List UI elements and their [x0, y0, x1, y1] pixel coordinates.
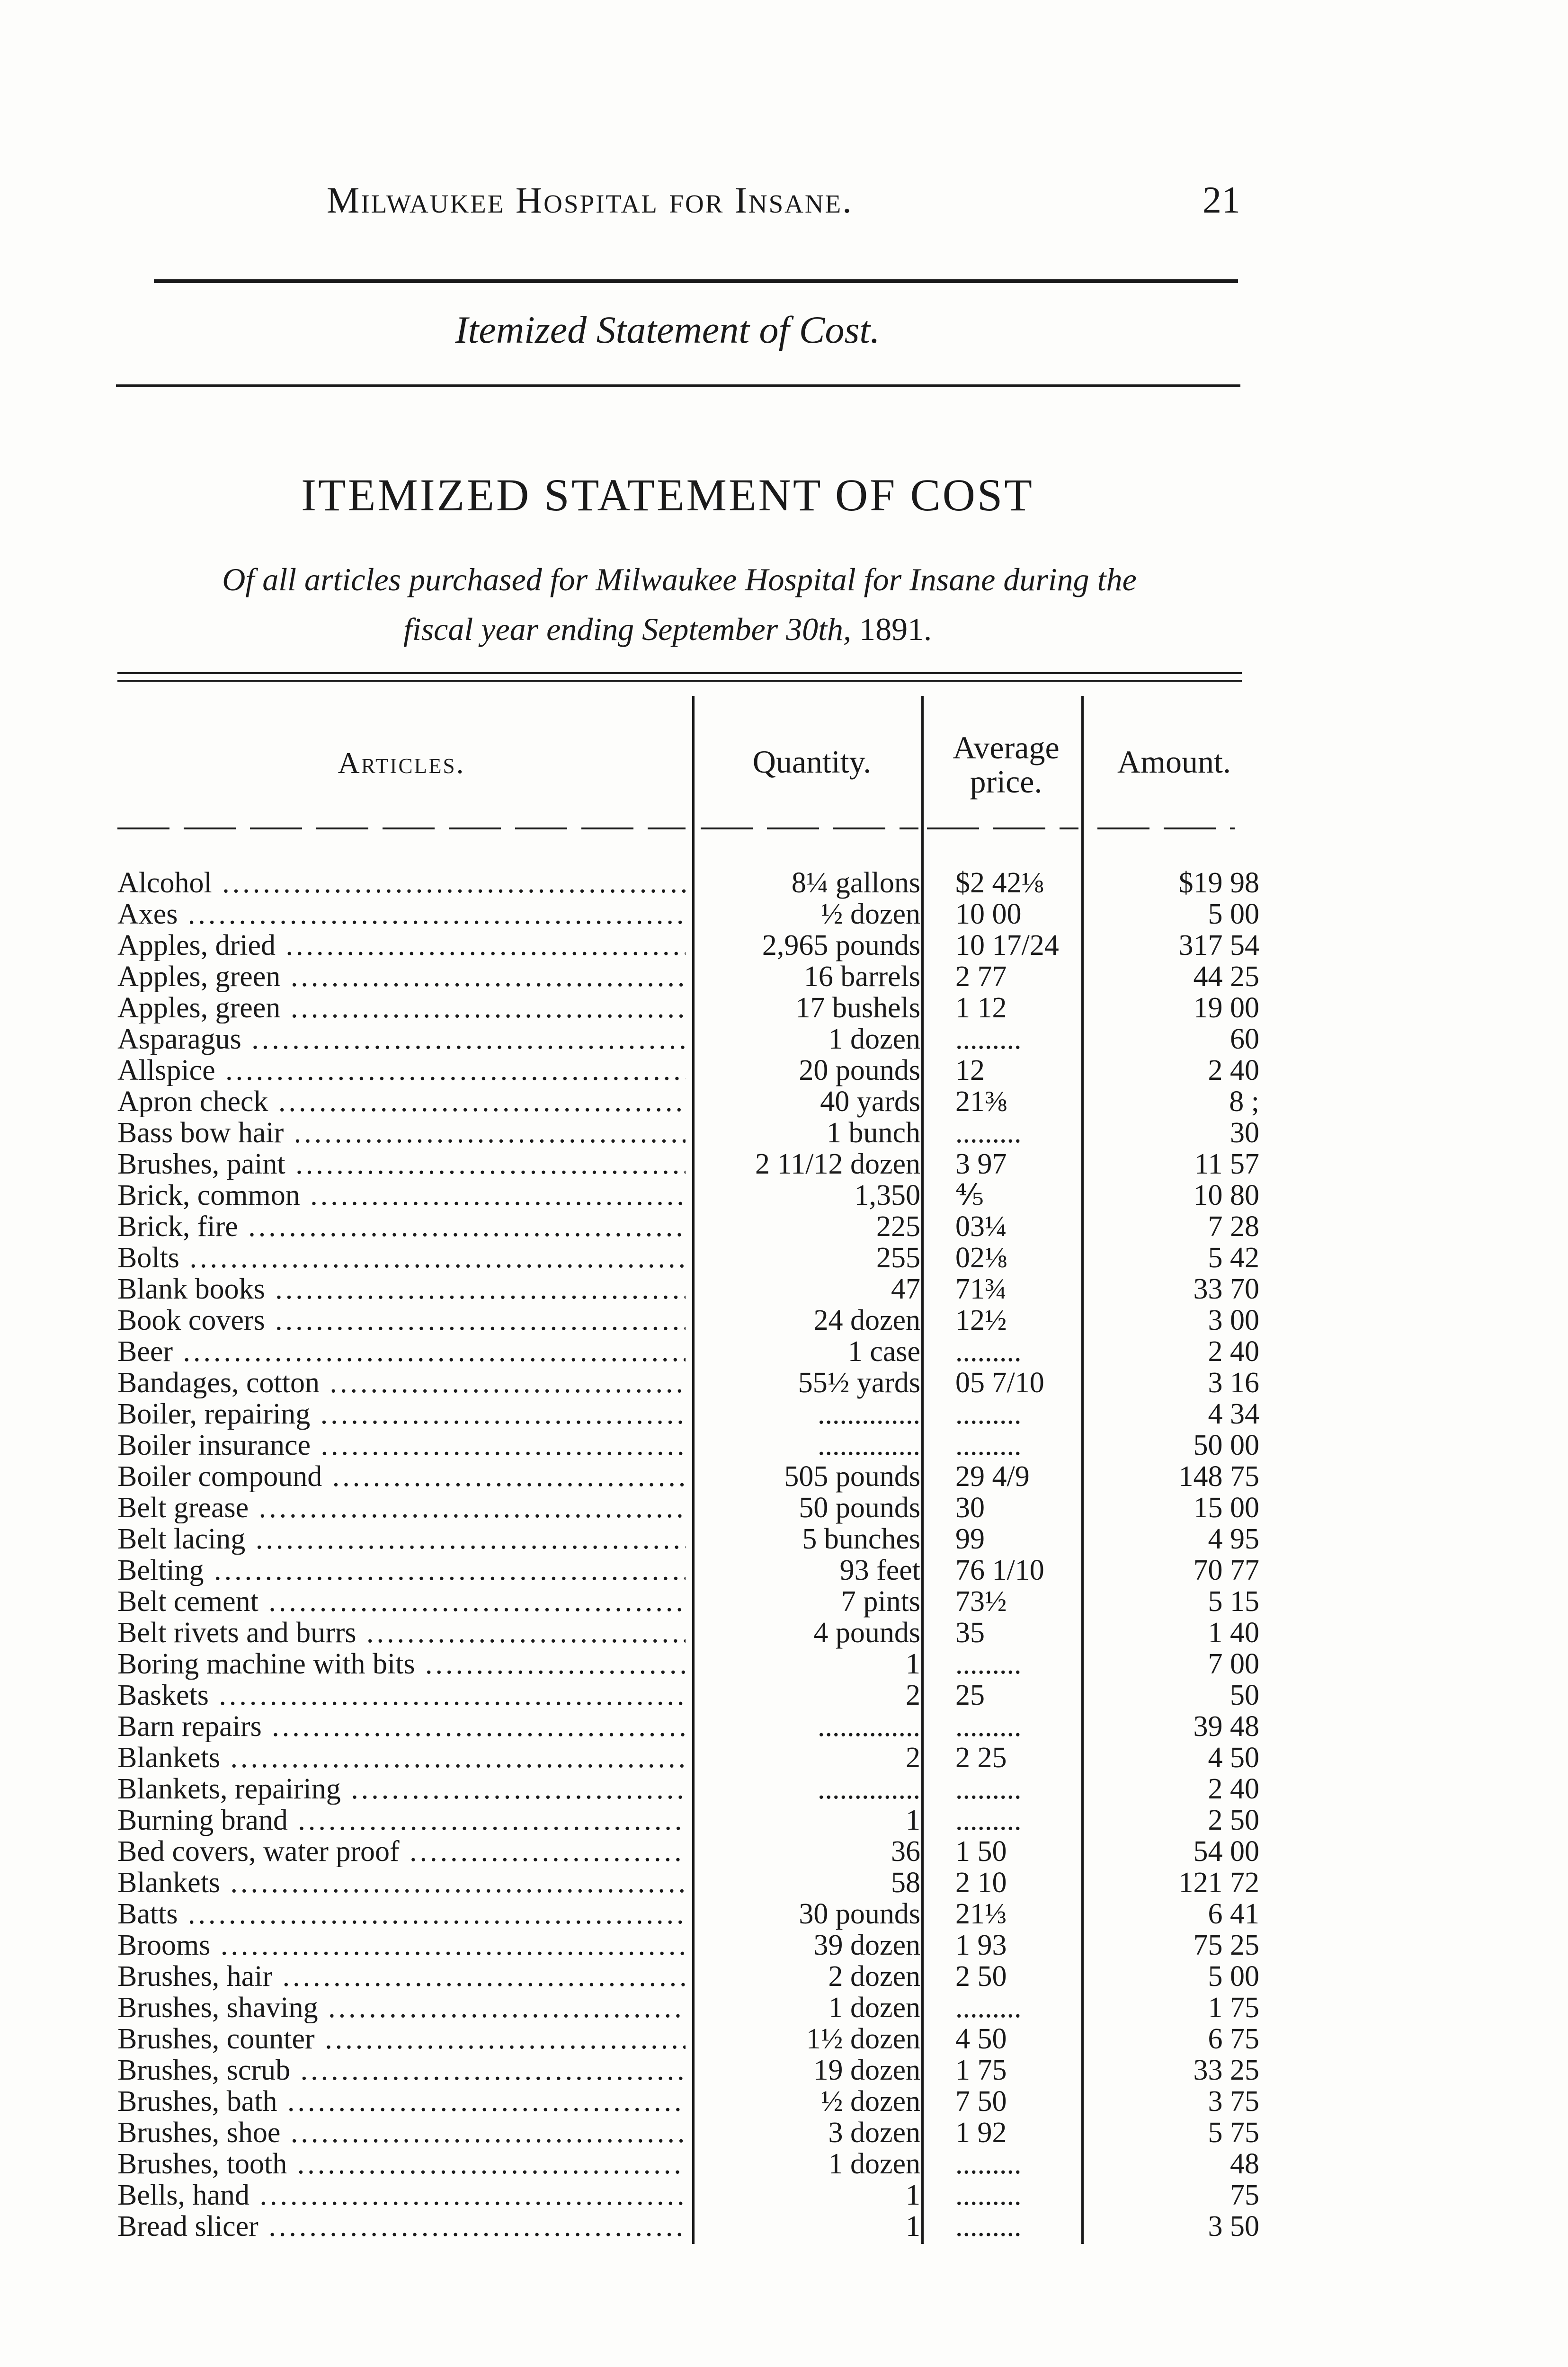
- quantity-cell: 19 dozen: [813, 2054, 920, 2086]
- average-price-cell: .........: [955, 1429, 1022, 1461]
- average-price-cell: .........: [955, 1023, 1022, 1055]
- amount-cell: 148 75: [1178, 1460, 1259, 1493]
- amount-cell: 75 25: [1193, 1929, 1259, 1961]
- title-rule-2: [117, 680, 1242, 682]
- amount-cell: 11 57: [1194, 1148, 1259, 1180]
- quantity-cell: 93 feet: [839, 1554, 920, 1586]
- quantity-cell: 1 dozen: [828, 1023, 920, 1055]
- quantity-cell: 505 pounds: [784, 1460, 920, 1493]
- amount-cell: 5 42: [1208, 1242, 1259, 1274]
- quantity-cell: 1: [906, 2179, 920, 2211]
- article-cell: Brushes, shoe .....: [117, 2117, 686, 2148]
- amount-cell: 3 00: [1208, 1304, 1259, 1336]
- amount-cell: 1 40: [1208, 1617, 1259, 1649]
- quantity-cell: 5 bunches: [802, 1523, 920, 1555]
- article-cell: Burning brand .....: [117, 1805, 686, 1836]
- amount-cell: 317 54: [1178, 929, 1259, 961]
- amount-cell: 60: [1230, 1023, 1259, 1055]
- average-price-cell: 1 92: [955, 2117, 1007, 2149]
- average-price-cell: 3 97: [955, 1148, 1007, 1180]
- table-row: [0, 1430, 1568, 1461]
- average-price-cell: 99: [955, 1523, 985, 1555]
- table-row: [0, 1836, 1568, 1867]
- quantity-cell: 2 11/12 dozen: [755, 1148, 920, 1180]
- average-price-cell: 29 4/9: [955, 1460, 1030, 1493]
- amount-cell: 50: [1230, 1679, 1259, 1711]
- table-row: [0, 1586, 1568, 1617]
- average-price-cell: 21⅓: [955, 1898, 1007, 1930]
- average-price-cell: 7 50: [955, 2085, 1007, 2118]
- average-price-cell: .........: [955, 1335, 1022, 1368]
- article-cell: Allspice .....: [117, 1055, 686, 1086]
- quantity-cell: 30 pounds: [799, 1898, 920, 1930]
- article-cell: Bolts .....: [117, 1242, 686, 1273]
- subtitle-year: 1891.: [859, 611, 932, 647]
- header-rule-bottom: [116, 384, 1240, 387]
- quantity-cell: 1½ dozen: [806, 2023, 920, 2055]
- article-cell: Bandages, cotton .....: [117, 1367, 686, 1398]
- quantity-cell: ½ dozen: [820, 2085, 920, 2118]
- table-row: [0, 1117, 1568, 1148]
- average-price-cell: .........: [955, 1117, 1022, 1149]
- article-cell: Apples, green .....: [117, 961, 686, 992]
- amount-cell: 30: [1230, 1117, 1259, 1149]
- average-price-cell: 30: [955, 1492, 985, 1524]
- quantity-cell: 1 dozen: [828, 2148, 920, 2180]
- average-price-cell: 12: [955, 1054, 985, 1086]
- article-cell: Brushes, hair .....: [117, 1961, 686, 1992]
- article-cell: Alcohol .....: [117, 867, 686, 899]
- column-header-quantity: Quantity.: [752, 744, 872, 780]
- table-row: [0, 1211, 1568, 1242]
- article-cell: Apron check .....: [117, 1086, 686, 1117]
- average-price-cell: 21⅜: [955, 1086, 1007, 1118]
- article-cell: Boring machine with bits .....: [117, 1648, 686, 1680]
- table-row: [0, 1742, 1568, 1773]
- amount-cell: 3 75: [1208, 2085, 1259, 2118]
- table-row: [0, 1148, 1568, 1180]
- table-row: [0, 1055, 1568, 1086]
- article-cell: Bed covers, water proof .....: [117, 1836, 686, 1867]
- article-cell: Brushes, counter .....: [117, 2023, 686, 2055]
- article-cell: Brushes, tooth .....: [117, 2148, 686, 2180]
- table-row: [0, 1555, 1568, 1586]
- average-price-cell: 73½: [955, 1585, 1007, 1618]
- table-row: [0, 1273, 1568, 1305]
- title-rule-1: [117, 672, 1242, 674]
- average-price-cell: $2 42⅛: [955, 867, 1043, 899]
- amount-cell: 50 00: [1193, 1429, 1259, 1461]
- quantity-cell: 1,350: [854, 1179, 920, 1211]
- table-row: [0, 2180, 1568, 2211]
- amount-cell: 6 41: [1208, 1898, 1259, 1930]
- quantity-cell: 1: [906, 1648, 920, 1680]
- article-cell: Bread slicer .....: [117, 2211, 686, 2242]
- table-row: [0, 1305, 1568, 1336]
- amount-cell: 1 75: [1208, 1992, 1259, 2024]
- average-price-cell: 1 50: [955, 1835, 1007, 1868]
- average-price-cell: .........: [955, 1804, 1022, 1836]
- average-price-cell: 10 17/24: [955, 929, 1059, 961]
- quantity-cell: 1 dozen: [828, 1992, 920, 2024]
- article-cell: Blankets .....: [117, 1742, 686, 1773]
- article-cell: Belt cement .....: [117, 1586, 686, 1617]
- amount-cell: 54 00: [1193, 1835, 1259, 1868]
- table-row: [0, 1898, 1568, 1930]
- average-price-cell: 2 25: [955, 1742, 1007, 1774]
- article-cell: Boiler insurance .....: [117, 1430, 686, 1461]
- table-row: [0, 1086, 1568, 1117]
- average-price-cell: 1 75: [955, 2054, 1007, 2086]
- amount-cell: 8 ;: [1229, 1086, 1259, 1118]
- quantity-cell: 40 yards: [820, 1086, 920, 1118]
- quantity-cell: 39 dozen: [813, 1929, 920, 1961]
- average-price-cell: 25: [955, 1679, 985, 1711]
- table-row: [0, 1398, 1568, 1430]
- average-price-cell: .........: [955, 2210, 1022, 2242]
- amount-cell: 44 25: [1193, 961, 1259, 993]
- article-cell: Barn repairs .....: [117, 1711, 686, 1742]
- article-cell: Brushes, scrub .....: [117, 2055, 686, 2086]
- amount-cell: 5 00: [1208, 1960, 1259, 1993]
- table-row: [0, 1023, 1568, 1055]
- quantity-cell: 3 dozen: [828, 2117, 920, 2149]
- quantity-cell: ..............: [818, 1773, 920, 1805]
- table-row: [0, 2117, 1568, 2148]
- quantity-cell: 24 dozen: [813, 1304, 920, 1336]
- table-row: [0, 1617, 1568, 1648]
- average-price-cell: .........: [955, 2148, 1022, 2180]
- average-price-cell: 12½: [955, 1304, 1007, 1336]
- amount-cell: 7 00: [1208, 1648, 1259, 1680]
- column-header-amount: Amount.: [1117, 744, 1231, 780]
- table-row: [0, 1930, 1568, 1961]
- article-cell: Boiler compound .....: [117, 1461, 686, 1492]
- table-row: [0, 1461, 1568, 1492]
- article-cell: Axes .....: [117, 899, 686, 930]
- article-cell: Baskets .....: [117, 1680, 686, 1711]
- amount-cell: 5 75: [1208, 2117, 1259, 2149]
- quantity-cell: ..............: [818, 1710, 920, 1743]
- table-row: [0, 1180, 1568, 1211]
- article-cell: Boiler, repairing .....: [117, 1398, 686, 1430]
- average-price-cell: .........: [955, 1648, 1022, 1680]
- amount-cell: 3 16: [1208, 1367, 1259, 1399]
- article-cell: Brushes, shaving .....: [117, 1992, 686, 2023]
- table-row: [0, 1336, 1568, 1367]
- running-title: Milwaukee Hospital for Insane.: [327, 179, 853, 221]
- average-price-cell: 03¼: [955, 1210, 1007, 1243]
- amount-cell: 2 50: [1208, 1804, 1259, 1836]
- article-cell: Belt rivets and burrs .....: [117, 1617, 686, 1648]
- average-price-cell: 10 00: [955, 898, 1022, 930]
- amount-cell: 48: [1230, 2148, 1259, 2180]
- table-row: [0, 2086, 1568, 2117]
- quantity-cell: 16 barrels: [803, 961, 920, 993]
- article-cell: Bass bow hair .....: [117, 1117, 686, 1148]
- average-price-cell: 2 77: [955, 961, 1007, 993]
- table-row: [0, 1367, 1568, 1398]
- table-row: [0, 930, 1568, 961]
- table-row: [0, 1805, 1568, 1836]
- article-cell: Brushes, paint .....: [117, 1148, 686, 1180]
- article-cell: Brick, fire .....: [117, 1211, 686, 1242]
- table-row: [0, 1492, 1568, 1523]
- column-header-average-line2: price.: [970, 764, 1042, 800]
- quantity-cell: 20 pounds: [799, 1054, 920, 1086]
- amount-cell: 4 50: [1208, 1742, 1259, 1774]
- article-cell: Belting .....: [117, 1555, 686, 1586]
- average-price-cell: 02⅛: [955, 1242, 1007, 1274]
- amount-cell: 39 48: [1193, 1710, 1259, 1743]
- quantity-cell: 1: [906, 1804, 920, 1836]
- table-row: [0, 2211, 1568, 2242]
- section-heading: Itemized Statement of Cost.: [455, 308, 880, 351]
- article-cell: Brushes, bath .....: [117, 2086, 686, 2117]
- amount-cell: 70 77: [1193, 1554, 1259, 1586]
- amount-cell: 75: [1230, 2179, 1259, 2211]
- article-cell: Bells, hand .....: [117, 2180, 686, 2211]
- article-cell: Blankets, repairing .....: [117, 1773, 686, 1805]
- quantity-cell: 2 dozen: [828, 1960, 920, 1993]
- quantity-cell: ..............: [818, 1398, 920, 1430]
- quantity-cell: 58: [891, 1867, 920, 1899]
- article-cell: Beer .....: [117, 1336, 686, 1367]
- quantity-cell: 255: [876, 1242, 920, 1274]
- article-cell: Apples, dried .....: [117, 930, 686, 961]
- table-row: [0, 867, 1568, 899]
- table-row: [0, 961, 1568, 992]
- article-cell: Belt grease .....: [117, 1492, 686, 1523]
- article-cell: Apples, green .....: [117, 992, 686, 1023]
- average-price-cell: 2 10: [955, 1867, 1007, 1899]
- table-row: [0, 992, 1568, 1023]
- table-row: [0, 2148, 1568, 2180]
- table-row: [0, 1242, 1568, 1273]
- average-price-cell: .........: [955, 2179, 1022, 2211]
- quantity-cell: ..............: [818, 1429, 920, 1461]
- average-price-cell: .........: [955, 1992, 1022, 2024]
- table-row: [0, 1523, 1568, 1555]
- quantity-cell: 2: [906, 1679, 920, 1711]
- average-price-cell: 2 50: [955, 1960, 1007, 1993]
- quantity-cell: 1 bunch: [826, 1117, 920, 1149]
- average-price-cell: .........: [955, 1710, 1022, 1743]
- header-underline-articles: [117, 828, 686, 829]
- quantity-cell: 2,965 pounds: [762, 929, 920, 961]
- quantity-cell: 2: [906, 1742, 920, 1774]
- amount-cell: 4 34: [1208, 1398, 1259, 1430]
- amount-cell: 121 72: [1178, 1867, 1259, 1899]
- column-header-articles: Articles.: [338, 746, 465, 780]
- amount-cell: 5 15: [1208, 1585, 1259, 1618]
- average-price-cell: 71¾: [955, 1273, 1007, 1305]
- amount-cell: $19 98: [1178, 867, 1259, 899]
- article-cell: Brick, common .....: [117, 1180, 686, 1211]
- average-price-cell: 35: [955, 1617, 985, 1649]
- table-row: [0, 899, 1568, 930]
- amount-cell: 2 40: [1208, 1335, 1259, 1368]
- amount-cell: 3 50: [1208, 2210, 1259, 2242]
- amount-cell: 5 00: [1208, 898, 1259, 930]
- document-subtitle-line1: Of all articles purchased for Milwaukee Hospital for Insane during the: [222, 561, 1137, 597]
- quantity-cell: 50 pounds: [799, 1492, 920, 1524]
- article-cell: Blankets .....: [117, 1867, 686, 1898]
- average-price-cell: 1 12: [955, 992, 1007, 1024]
- amount-cell: 2 40: [1208, 1054, 1259, 1086]
- quantity-cell: 4 pounds: [813, 1617, 920, 1649]
- article-cell: Blank books .....: [117, 1273, 686, 1305]
- table-row: [0, 1711, 1568, 1742]
- quantity-cell: 55½ yards: [798, 1367, 920, 1399]
- average-price-cell: ⅘: [955, 1179, 984, 1211]
- page-number: 21: [1203, 179, 1240, 221]
- amount-cell: 10 80: [1193, 1179, 1259, 1211]
- article-cell: Book covers .....: [117, 1305, 686, 1336]
- column-header-average-line1: Average: [953, 730, 1060, 765]
- average-price-cell: 4 50: [955, 2023, 1007, 2055]
- average-price-cell: 1 93: [955, 1929, 1007, 1961]
- quantity-cell: 1 case: [847, 1335, 920, 1368]
- quantity-cell: ½ dozen: [820, 898, 920, 930]
- article-cell: Asparagus .....: [117, 1023, 686, 1055]
- quantity-cell: 1: [906, 2210, 920, 2242]
- amount-cell: 15 00: [1193, 1492, 1259, 1524]
- amount-cell: 7 28: [1208, 1210, 1259, 1243]
- article-cell: Batts .....: [117, 1898, 686, 1930]
- article-cell: Belt lacing .....: [117, 1523, 686, 1555]
- table-row: [0, 1773, 1568, 1805]
- header-underline-amount: [1097, 828, 1235, 829]
- average-price-cell: 05 7/10: [955, 1367, 1044, 1399]
- header-rule-top: [154, 279, 1238, 283]
- amount-cell: 2 40: [1208, 1773, 1259, 1805]
- table-row: [0, 1961, 1568, 1992]
- table-row: [0, 1648, 1568, 1680]
- table-row: [0, 1867, 1568, 1898]
- table-row: [0, 1992, 1568, 2023]
- table-row: [0, 2055, 1568, 2086]
- average-price-cell: .........: [955, 1398, 1022, 1430]
- amount-cell: 19 00: [1193, 992, 1259, 1024]
- amount-cell: 33 25: [1193, 2054, 1259, 2086]
- header-underline-average: [927, 828, 1078, 829]
- quantity-cell: 17 bushels: [795, 992, 920, 1024]
- quantity-cell: 36: [891, 1835, 920, 1868]
- header-underline-quantity: [701, 828, 918, 829]
- quantity-cell: 225: [876, 1210, 920, 1243]
- amount-cell: 4 95: [1208, 1523, 1259, 1555]
- average-price-cell: 76 1/10: [955, 1554, 1044, 1586]
- amount-cell: 6 75: [1208, 2023, 1259, 2055]
- subtitle-italic: fiscal year ending September 30th,: [403, 611, 852, 647]
- average-price-cell: .........: [955, 1773, 1022, 1805]
- document-title: ITEMIZED STATEMENT OF COST: [301, 470, 1034, 520]
- document-subtitle-line2: [0, 611, 1335, 648]
- table-row: [0, 2023, 1568, 2055]
- table-row: [0, 1680, 1568, 1711]
- quantity-cell: 47: [891, 1273, 920, 1305]
- article-cell: Brooms .....: [117, 1930, 686, 1961]
- quantity-cell: 8¼ gallons: [791, 867, 920, 899]
- amount-cell: 33 70: [1193, 1273, 1259, 1305]
- quantity-cell: 7 pints: [841, 1585, 920, 1618]
